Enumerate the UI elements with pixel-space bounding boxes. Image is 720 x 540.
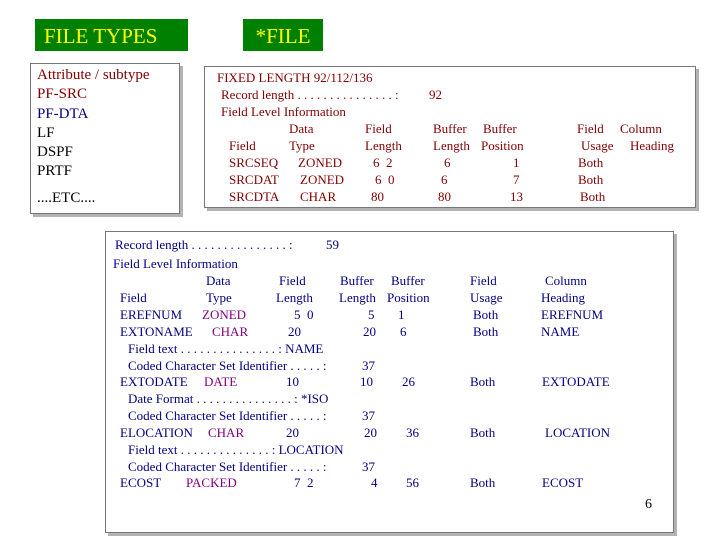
title-file-types: FILE TYPES xyxy=(35,19,188,51)
row-bufpos: 1 xyxy=(398,307,405,322)
subtype-item: PRTF xyxy=(37,163,72,179)
col-length: Length xyxy=(339,290,376,305)
row-usage: Both xyxy=(578,155,604,170)
col-heading: Heading xyxy=(630,138,675,153)
record-length-label: Record length . . . . . . . . . . . . . . . : xyxy=(221,87,399,102)
row-length: 6 2 xyxy=(373,155,393,170)
row-bufpos: 1 xyxy=(513,155,520,170)
col-data: Data xyxy=(206,273,231,288)
row-field: EXTONAME xyxy=(120,324,193,339)
row-buflen: 20 xyxy=(363,324,376,339)
row-usage: Both xyxy=(473,324,499,339)
subtype-item: ....ETC.... xyxy=(37,190,96,206)
row-field: SRCDAT xyxy=(229,172,279,187)
col-column: Column xyxy=(545,273,587,288)
field-level-label: Field Level Information xyxy=(113,256,238,271)
row-type: CHAR xyxy=(208,425,245,440)
row-field: ELOCATION xyxy=(120,425,193,440)
subtype-item: PF-DTA xyxy=(37,106,89,122)
field-text-line: Field text . . . . . . . . . . . . . . : LOCATION xyxy=(128,442,344,457)
row-buflen: 80 xyxy=(438,189,451,204)
row-field: EXTODATE xyxy=(120,374,188,389)
row-length: 5 0 xyxy=(294,307,314,322)
row-type: CHAR xyxy=(300,189,337,204)
row-buflen: 5 xyxy=(368,307,375,322)
col-type: Type xyxy=(206,290,232,305)
row-usage: Both xyxy=(470,475,496,490)
title-file: *FILE xyxy=(243,19,323,51)
fixed-length-box xyxy=(204,66,696,208)
row-field: ECOST xyxy=(120,475,162,490)
row-usage: Both xyxy=(470,374,496,389)
ccsid-value: 37 xyxy=(362,358,375,373)
subtype-item: DSPF xyxy=(37,144,73,160)
col-field-name: Field xyxy=(229,138,256,153)
row-bufpos: 6 xyxy=(400,324,407,339)
subtype-heading: Attribute / subtype xyxy=(37,67,150,83)
col-buffer: Buffer xyxy=(433,121,467,136)
ccsid-value: 37 xyxy=(362,459,375,474)
col-buffer: Buffer xyxy=(340,273,374,288)
row-usage: Both xyxy=(580,189,606,204)
row-length: 10 xyxy=(286,374,299,389)
row-usage: Both xyxy=(470,425,496,440)
row-heading: NAME xyxy=(541,324,580,339)
col-buffer: Buffer xyxy=(391,273,425,288)
row-type: ZONED xyxy=(298,155,343,170)
subtype-item: PF-SRC xyxy=(37,86,88,102)
row-length: 20 xyxy=(288,324,301,339)
field-detail-box xyxy=(105,231,674,533)
col-position: Position xyxy=(481,138,524,153)
row-buflen: 10 xyxy=(360,374,373,389)
record-length-value: 92 xyxy=(429,87,442,102)
col-type: Type xyxy=(289,138,315,153)
row-heading: EXTODATE xyxy=(542,374,610,389)
row-type: ZONED xyxy=(300,172,345,187)
col-field-usage: Field xyxy=(577,121,604,136)
row-buflen: 20 xyxy=(364,425,377,440)
row-length: 80 xyxy=(371,189,384,204)
ccsid-label: Coded Character Set Identifier . . . . . : xyxy=(128,459,327,474)
row-field: SRCDTA xyxy=(229,189,280,204)
row-bufpos: 13 xyxy=(510,189,523,204)
col-data: Data xyxy=(289,121,314,136)
row-usage: Both xyxy=(473,307,499,322)
row-field: EREFNUM xyxy=(120,307,183,322)
fixed-heading: FIXED LENGTH 92/112/136 xyxy=(217,70,373,85)
row-buflen: 4 xyxy=(371,475,378,490)
col-length: Length xyxy=(433,138,470,153)
row-type: CHAR xyxy=(212,324,249,339)
ccsid-label: Coded Character Set Identifier . . . . . : xyxy=(128,358,327,373)
date-format-line: Date Format . . . . . . . . . . . . . . . : *ISO xyxy=(128,391,329,406)
slide-number: 6 xyxy=(645,497,652,512)
row-length: 7 2 xyxy=(294,475,314,490)
col-length: Length xyxy=(276,290,313,305)
row-buflen: 6 xyxy=(441,172,448,187)
col-field: Field xyxy=(365,121,392,136)
field-level-label: Field Level Information xyxy=(221,104,346,119)
col-field-name: Field xyxy=(120,290,147,305)
ccsid-value: 37 xyxy=(362,408,375,423)
col-buffer: Buffer xyxy=(483,121,517,136)
col-heading: Heading xyxy=(541,290,586,305)
subtype-item: LF xyxy=(37,125,55,141)
col-position: Position xyxy=(387,290,430,305)
record-length-label: Record length . . . . . . . . . . . . . . . : xyxy=(115,237,293,252)
row-bufpos: 56 xyxy=(406,475,419,490)
row-bufpos: 7 xyxy=(513,172,520,187)
row-bufpos: 26 xyxy=(402,374,415,389)
row-type: PACKED xyxy=(186,475,237,490)
row-heading: EREFNUM xyxy=(541,307,604,322)
field-text-line: Field text . . . . . . . . . . . . . . . : NAME xyxy=(128,341,324,356)
row-buflen: 6 xyxy=(444,155,451,170)
col-field: Field xyxy=(279,273,306,288)
row-heading: ECOST xyxy=(542,475,584,490)
row-usage: Both xyxy=(578,172,604,187)
record-length-value: 59 xyxy=(326,237,339,252)
row-bufpos: 36 xyxy=(406,425,419,440)
ccsid-label: Coded Character Set Identifier . . . . . : xyxy=(128,408,327,423)
row-length: 6 0 xyxy=(375,172,395,187)
col-field-usage: Field xyxy=(470,273,497,288)
subtype-box xyxy=(30,63,180,214)
row-type: ZONED xyxy=(202,307,247,322)
row-heading: LOCATION xyxy=(545,425,610,440)
col-column: Column xyxy=(620,121,662,136)
col-length: Length xyxy=(365,138,402,153)
col-usage: Usage xyxy=(470,290,503,305)
col-usage: Usage xyxy=(581,138,614,153)
row-field: SRCSEQ xyxy=(229,155,279,170)
row-length: 20 xyxy=(286,425,299,440)
row-type: DATE xyxy=(204,374,238,389)
